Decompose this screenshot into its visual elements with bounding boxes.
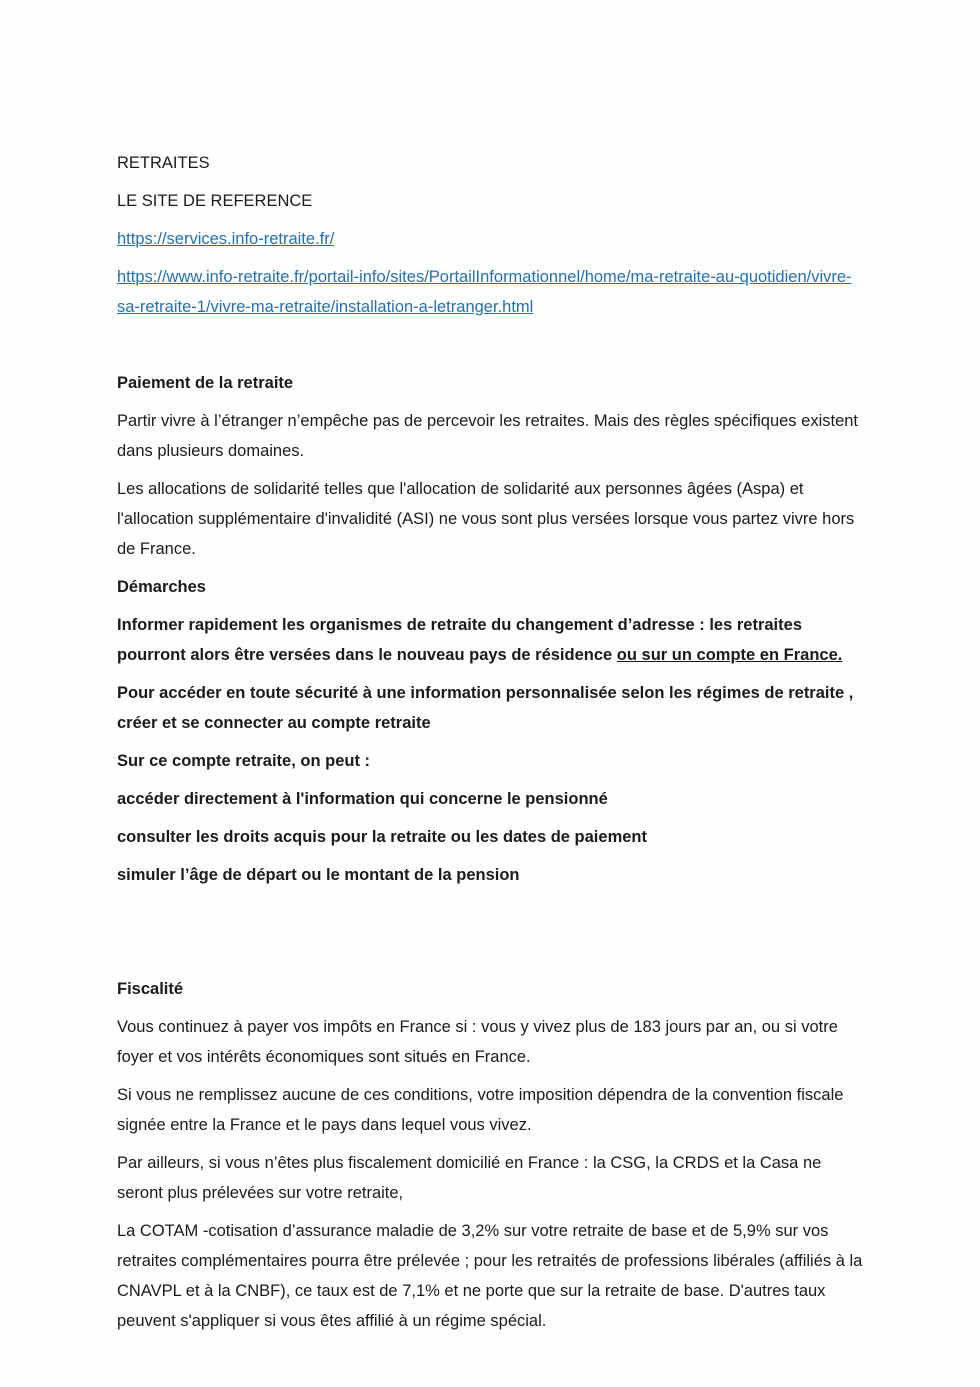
blank-line <box>117 330 870 368</box>
paragraph-demarches-2: Pour accéder en toute sécurité à une information personnalisée selon les régimes de retraite , créer et se connecter au compte retraite <box>117 684 854 732</box>
section-heading-demarches: Démarches <box>117 578 206 596</box>
paragraph-demarches-3: Sur ce compte retraite, on peut : <box>117 752 371 770</box>
paragraph-paiement-1: Partir vivre à l’étranger n’empêche pas de percevoir les retraites. Mais des règles spécifiques existent dans plusieurs domaines. <box>117 412 859 460</box>
paragraph-demarches-1 <box>117 610 870 670</box>
paragraph-demarches-6: simuler l’âge de départ ou le montant de la pension <box>117 866 520 884</box>
link-installation-a-letranger[interactable]: https://www.info-retraite.fr/portail-info/sites/PortailInformationnel/home/ma-retraite-au-quotidien/vivre-sa-retraite-1/vivre-ma-retraite/installation-a-letranger.html <box>117 268 852 316</box>
paragraph-paiement-2: Les allocations de solidarité telles que l'allocation de solidarité aux personnes âgées (Aspa) et l'allocation supplémentaire d'invalidité (ASI) ne vous sont plus versées lorsque vous partez vivre hors de France. <box>117 480 855 558</box>
paragraph-fiscalite-2: Si vous ne remplissez aucune de ces conditions, votre imposition dépendra de la convention fiscale signée entre la France et le pays dans lequel vous vivez. <box>117 1086 844 1134</box>
paragraph-demarches-1-underlined: ou sur un compte en France. <box>616 646 843 664</box>
link-line-installation <box>117 262 870 322</box>
paragraph-fiscalite-1: Vous continuez à payer vos impôts en France si : vous y vivez plus de 183 jours par an, ou si votre foyer et vos intérêts économiques sont situés en France. <box>117 1018 838 1066</box>
blank-gap <box>117 898 870 974</box>
paragraph-demarches-4: accéder directement à l'information qui concerne le pensionné <box>117 790 608 808</box>
section-heading-fiscalite: Fiscalité <box>117 980 184 998</box>
paragraph-demarches-1-text: Informer rapidement les organismes de retraite du changement d’adresse : les retraites pourront alors être versées dans le nouveau pays de résidence <box>117 616 802 664</box>
link-line-services <box>117 224 870 254</box>
doc-title: RETRAITES <box>117 154 210 172</box>
paragraph-fiscalite-3: Par ailleurs, si vous n’êtes plus fiscalement domicilié en France : la CSG, la CRDS et la Casa ne seront plus prélevées sur votre retraite, <box>117 1154 822 1202</box>
doc-subtitle: LE SITE DE REFERENCE <box>117 192 313 210</box>
section-heading-paiement: Paiement de la retraite <box>117 374 294 392</box>
link-info-retraite-services[interactable]: https://services.info-retraite.fr/ <box>117 230 335 248</box>
paragraph-fiscalite-4: La COTAM -cotisation d’assurance maladie de 3,2% sur votre retraite de base et de 5,9% sur vos retraites complémentaires pourra être prélevée ; pour les retraités de professions libérales (affiliés à la CNAVPL et à la CNBF), ce taux est de 7,1% et ne porte que sur la retraite de base. D'autres taux peuvent s'appliquer si vous êtes affilié à un régime spécial. <box>117 1222 863 1330</box>
paragraph-demarches-5: consulter les droits acquis pour la retraite ou les dates de paiement <box>117 828 647 846</box>
